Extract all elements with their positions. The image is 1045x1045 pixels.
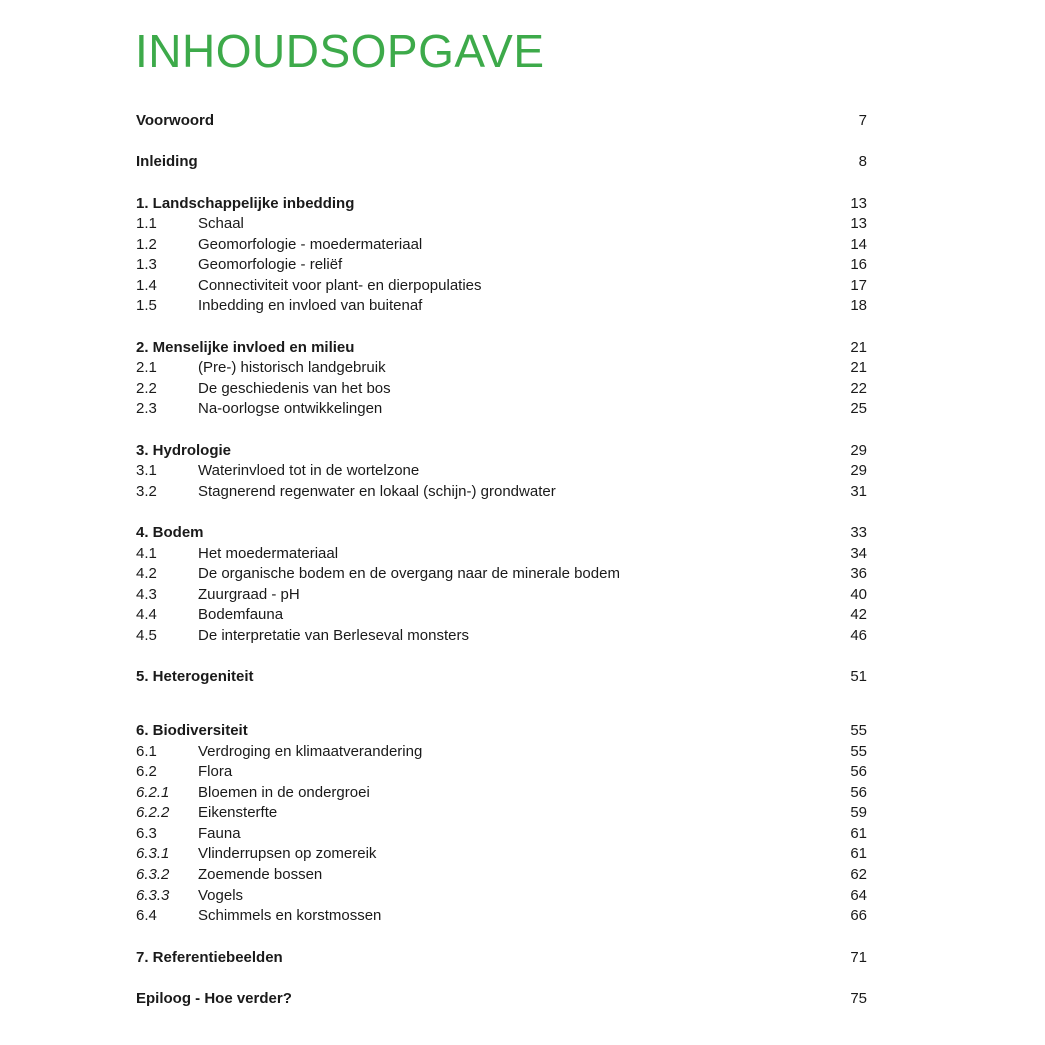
- chapter-title: 4. Bodem: [136, 524, 204, 541]
- toc-section-entry: [136, 214, 867, 234]
- page-number: 22: [850, 380, 867, 397]
- toc-section-entry: [136, 886, 867, 906]
- page-number: 29: [850, 442, 867, 459]
- page-number: 59: [850, 804, 867, 821]
- toc-section-entry: [136, 762, 867, 782]
- section-title: Geomorfologie - moedermateriaal: [198, 236, 423, 253]
- page-number: 36: [850, 565, 867, 582]
- section-number: 2.3: [136, 400, 157, 417]
- section-title: De geschiedenis van het bos: [198, 380, 391, 397]
- chapter-title: Epiloog - Hoe verder?: [136, 990, 292, 1007]
- section-title: (Pre-) historisch landgebruik: [198, 359, 386, 376]
- chapter-title: 1. Landschappelijke inbedding: [136, 195, 355, 212]
- section-title: Bodemfauna: [198, 606, 284, 623]
- section-title: Vogels: [198, 887, 244, 904]
- page-number: 55: [850, 743, 867, 760]
- section-number: 1.2: [136, 236, 157, 253]
- page-number: 17: [850, 277, 867, 294]
- section-number: 1.3: [136, 256, 157, 273]
- toc-section-entry: [136, 585, 867, 605]
- toc-section-entry: [136, 399, 867, 419]
- page-number: 31: [850, 483, 867, 500]
- toc-section-entry: [136, 742, 867, 762]
- page-number: 51: [850, 668, 867, 685]
- page-number: 42: [850, 606, 867, 623]
- chapter-title: 2. Menselijke invloed en milieu: [136, 339, 355, 356]
- toc-section-entry: [136, 255, 867, 275]
- toc-section-entry: [136, 626, 867, 646]
- page-number: 75: [850, 990, 867, 1007]
- section-title: De interpretatie van Berleseval monsters: [198, 627, 469, 644]
- toc-section-entry: [136, 605, 867, 625]
- toc-section-entry: [136, 824, 867, 844]
- page-number: 66: [850, 907, 867, 924]
- page-number: 18: [850, 297, 867, 314]
- toc-section-entry: [136, 544, 867, 564]
- section-title: Vlinderrupsen op zomereik: [198, 845, 377, 862]
- page-number: 14: [850, 236, 867, 253]
- section-number: 6.4: [136, 907, 157, 924]
- page-number: 71: [850, 949, 867, 966]
- section-number: 6.1: [136, 743, 157, 760]
- section-title: Flora: [198, 763, 233, 780]
- toc-chapter-entry: [136, 948, 867, 968]
- toc-section-entry: [136, 564, 867, 584]
- section-number: 1.1: [136, 215, 157, 232]
- section-number: 6.2.1: [136, 784, 170, 801]
- section-title: Zoemende bossen: [198, 866, 323, 883]
- toc-section-entry: [136, 276, 867, 296]
- chapter-title: Voorwoord: [136, 112, 215, 129]
- section-title: Inbedding en invloed van buitenaf: [198, 297, 423, 314]
- section-number: 6.3.3: [136, 887, 170, 904]
- toc-section-entry: [136, 865, 867, 885]
- toc-section-entry: [136, 482, 867, 502]
- section-number: 2.1: [136, 359, 157, 376]
- section-number: 6.2.2: [136, 804, 170, 821]
- section-title: Eikensterfte: [198, 804, 278, 821]
- page-number: 29: [850, 462, 867, 479]
- page-number: 46: [850, 627, 867, 644]
- section-number: 4.4: [136, 606, 157, 623]
- section-number: 6.3: [136, 825, 157, 842]
- section-number: 6.2: [136, 763, 157, 780]
- page-title: INHOUDSOPGAVE: [135, 25, 545, 77]
- page-number: 55: [850, 722, 867, 739]
- section-title: Waterinvloed tot in de wortelzone: [198, 462, 420, 479]
- page-number: 64: [850, 887, 867, 904]
- page-number: 62: [850, 866, 867, 883]
- chapter-title: 7. Referentiebeelden: [136, 949, 283, 966]
- toc-chapter-entry: [136, 194, 867, 214]
- section-number: 2.2: [136, 380, 157, 397]
- section-title: Zuurgraad - pH: [198, 586, 300, 603]
- section-number: 3.2: [136, 483, 157, 500]
- page-number: 56: [850, 763, 867, 780]
- chapter-title: Inleiding: [136, 153, 198, 170]
- section-number: 6.3.1: [136, 845, 170, 862]
- toc-chapter-entry: [136, 523, 867, 543]
- page-number: 56: [850, 784, 867, 801]
- page-number: 25: [850, 400, 867, 417]
- page-number: 40: [850, 586, 867, 603]
- section-title: De organische bodem en de overgang naar de minerale bodem: [198, 565, 620, 582]
- section-title: Fauna: [198, 825, 241, 842]
- page-number: 16: [850, 256, 867, 273]
- toc-section-entry: [136, 461, 867, 481]
- toc-chapter-entry: [136, 667, 867, 687]
- page-number: 8: [858, 153, 867, 170]
- toc-chapter-entry: [136, 338, 867, 358]
- toc-chapter-entry: [136, 721, 867, 741]
- section-title: Geomorfologie - reliëf: [198, 256, 343, 273]
- page-number: 21: [850, 339, 867, 356]
- section-title: Verdroging en klimaatverandering: [198, 743, 423, 760]
- chapter-title: 5. Heterogeniteit: [136, 668, 254, 685]
- toc-section-entry: [136, 844, 867, 864]
- section-title: Het moedermateriaal: [198, 545, 339, 562]
- section-number: 3.1: [136, 462, 157, 479]
- toc-section-entry: [136, 358, 867, 378]
- page-number: 13: [850, 215, 867, 232]
- page-number: 13: [850, 195, 867, 212]
- page-number: 33: [850, 524, 867, 541]
- page-number: 21: [850, 359, 867, 376]
- section-title: Na-oorlogse ontwikkelingen: [198, 400, 383, 417]
- toc-chapter-entry: [136, 152, 867, 172]
- toc-chapter-entry: [136, 989, 867, 1009]
- page-number: 34: [850, 545, 867, 562]
- section-number: 4.1: [136, 545, 157, 562]
- page-number: 7: [858, 112, 867, 129]
- section-number: 1.4: [136, 277, 157, 294]
- section-number: 6.3.2: [136, 866, 170, 883]
- toc-section-entry: [136, 235, 867, 255]
- section-number: 4.2: [136, 565, 157, 582]
- toc-chapter-entry: [136, 111, 867, 131]
- chapter-title: 6. Biodiversiteit: [136, 722, 248, 739]
- toc-section-entry: [136, 296, 867, 316]
- section-title: Connectiviteit voor plant- en dierpopulaties: [198, 277, 482, 294]
- toc-section-entry: [136, 906, 867, 926]
- section-title: Schaal: [198, 215, 244, 232]
- toc-chapter-entry: [136, 441, 867, 461]
- toc-section-entry: [136, 803, 867, 823]
- section-number: 4.5: [136, 627, 157, 644]
- chapter-title: 3. Hydrologie: [136, 442, 232, 459]
- section-number: 1.5: [136, 297, 157, 314]
- page-number: 61: [850, 825, 867, 842]
- section-number: 4.3: [136, 586, 157, 603]
- toc-section-entry: [136, 783, 867, 803]
- section-title: Schimmels en korstmossen: [198, 907, 382, 924]
- section-title: Bloemen in de ondergroei: [198, 784, 370, 801]
- section-title: Stagnerend regenwater en lokaal (schijn-) grondwater: [198, 483, 556, 500]
- toc-section-entry: [136, 379, 867, 399]
- page-number: 61: [850, 845, 867, 862]
